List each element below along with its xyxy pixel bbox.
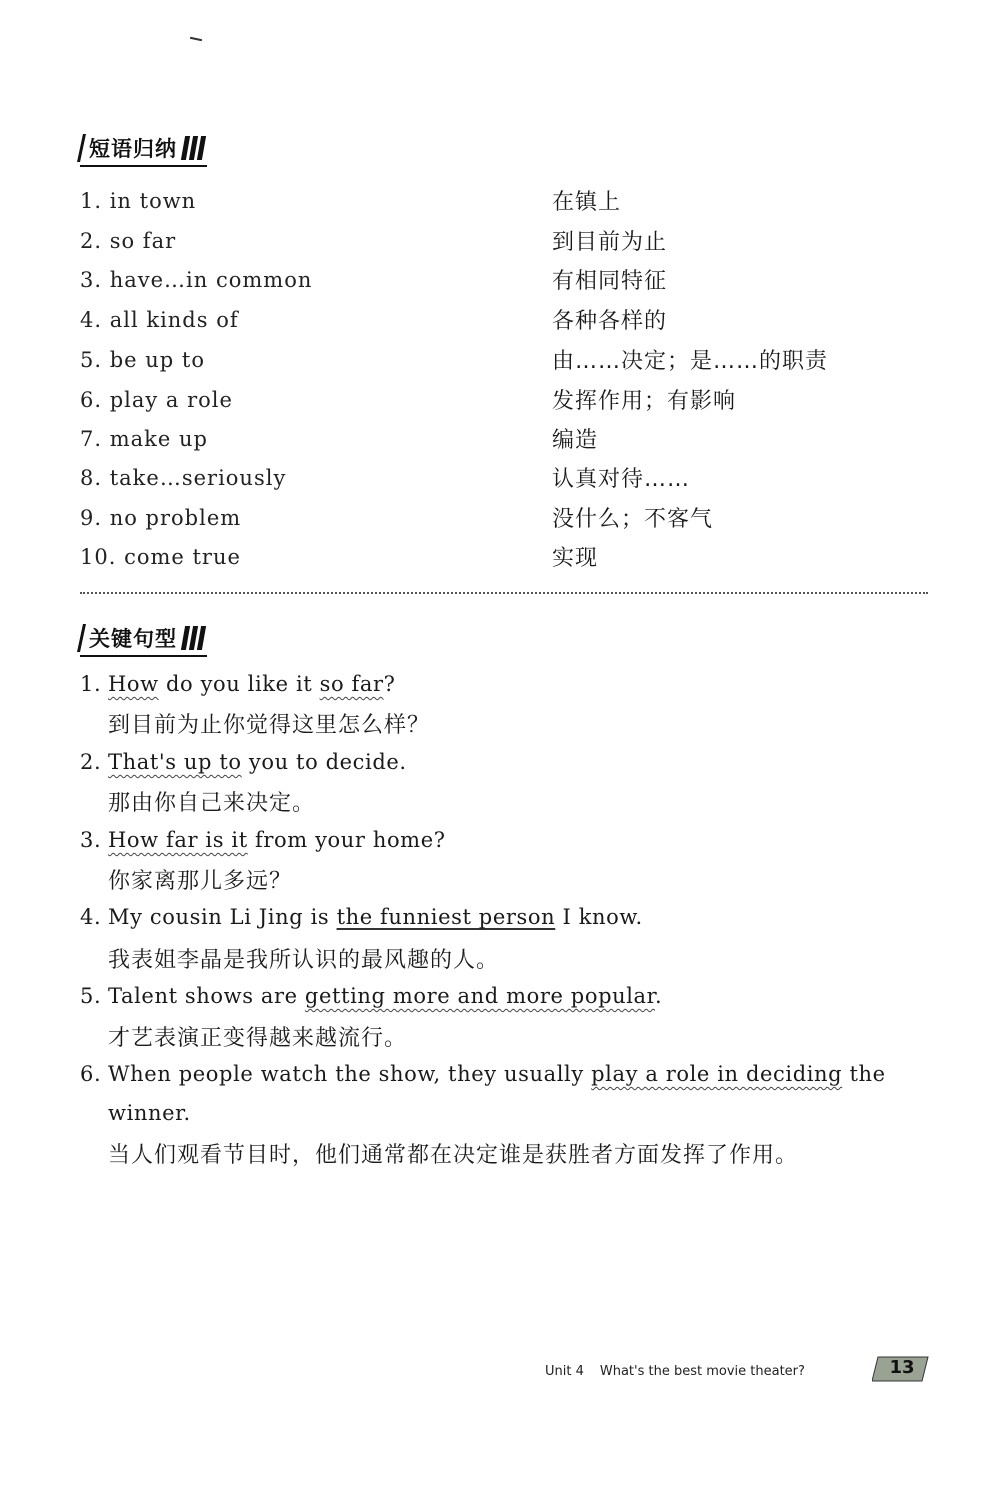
sentence-english — [80, 672, 940, 696]
sentence-chinese: 我表姐李晶是我所认识的最风趣的人。 — [108, 948, 500, 973]
phrase-chinese: 没什么；不客气 — [552, 507, 714, 532]
section-header-phrases — [80, 132, 207, 164]
phrase-english: 6. play a role — [80, 388, 233, 412]
phrase-chinese: 认真对待…… — [552, 467, 691, 492]
sentence-text: the — [842, 1062, 886, 1086]
phrase-row — [80, 427, 880, 467]
phrase-chinese: 在镇上 — [552, 190, 622, 215]
header-stripes — [183, 136, 207, 160]
sentence-chinese: 那由你自己来决定。 — [108, 791, 316, 816]
page-number: 13 — [889, 1357, 915, 1378]
phrase-chinese: 实现 — [552, 546, 599, 571]
sentence-text: do you like it — [158, 672, 320, 696]
sentence-number: 6. — [80, 1062, 102, 1086]
sentence-text: from your home? — [247, 828, 446, 852]
sentence-english — [80, 828, 940, 852]
phrase-english: 1. in town — [80, 189, 197, 213]
key-phrase: so far — [319, 672, 384, 696]
sentence-text: Talent shows are — [108, 984, 305, 1008]
key-phrase: That's up to — [108, 750, 242, 774]
sentence-chinese: 当人们观看节目时，他们通常都在决定谁是获胜者方面发挥了作用。 — [108, 1143, 799, 1168]
phrase-english: 10. come true — [80, 545, 241, 569]
phrase-chinese: 各种各样的 — [552, 309, 668, 334]
key-phrase: getting more and more popular — [304, 984, 656, 1008]
phrase-english: 5. be up to — [80, 348, 205, 372]
phrase-chinese: 编造 — [552, 428, 599, 453]
stray-mark — [190, 37, 202, 41]
sentence-continuation — [80, 1101, 940, 1125]
sentence-english — [80, 905, 940, 929]
sentence-text: you to decide. — [241, 750, 407, 774]
phrase-row — [80, 229, 880, 269]
phrase-english: 8. take…seriously — [80, 466, 287, 490]
sentence-english — [80, 750, 940, 774]
sentence-text: ? — [383, 672, 396, 696]
phrase-chinese: 到目前为止 — [552, 230, 668, 255]
section-header-sentences — [80, 622, 207, 654]
sentence-chinese: 才艺表演正变得越来越流行。 — [108, 1026, 408, 1051]
sentence-number: 5. — [80, 984, 102, 1008]
sentence-text: When people watch the show, they usually — [108, 1062, 592, 1086]
phrase-english: 3. have…in common — [80, 268, 313, 292]
key-phrase: How — [108, 672, 159, 696]
sentence-number: 1. — [80, 672, 102, 696]
phrase-english: 4. all kinds of — [80, 308, 239, 332]
key-phrase: How far is it — [108, 828, 248, 852]
sentence-text: winner. — [108, 1101, 191, 1125]
section-title-sentences: 关键句型 — [89, 627, 177, 651]
key-phrase: play a role in deciding — [591, 1062, 843, 1086]
sentence-english — [80, 1062, 940, 1086]
header-left-bar — [77, 134, 86, 162]
phrase-row — [80, 348, 880, 388]
phrase-row — [80, 308, 880, 348]
header-underline — [80, 655, 207, 657]
sentence-number: 3. — [80, 828, 102, 852]
phrase-chinese: 由……决定；是……的职责 — [552, 349, 829, 374]
page-footer — [545, 1364, 805, 1379]
sentence-chinese: 你家离那儿多远？ — [108, 869, 293, 894]
section-title-phrases: 短语归纳 — [89, 137, 177, 161]
page-number-badge — [872, 1353, 932, 1383]
phrase-english: 2. so far — [80, 229, 177, 253]
sentence-text: My cousin Li Jing is — [108, 905, 337, 929]
phrase-row — [80, 506, 880, 546]
sentence-text: I know. — [555, 905, 643, 929]
phrase-row — [80, 268, 880, 308]
sentence-chinese: 到目前为止你觉得这里怎么样？ — [108, 713, 431, 738]
phrase-row — [80, 545, 880, 585]
header-stripes — [183, 626, 207, 650]
header-underline — [80, 165, 207, 167]
phrase-english: 9. no problem — [80, 506, 242, 530]
phrase-english: 7. make up — [80, 427, 208, 451]
unit-label: Unit 4 — [545, 1364, 584, 1379]
phrase-chinese: 发挥作用；有影响 — [552, 389, 737, 414]
dotted-divider — [80, 592, 928, 594]
sentence-number: 2. — [80, 750, 102, 774]
unit-title: What's the best movie theater? — [599, 1364, 805, 1379]
header-left-bar — [77, 624, 86, 652]
key-phrase: the funniest person — [336, 905, 556, 929]
sentence-english — [80, 984, 940, 1008]
sentence-text: . — [655, 984, 663, 1008]
phrase-row — [80, 466, 880, 506]
phrase-chinese: 有相同特征 — [552, 269, 668, 294]
phrase-row — [80, 189, 880, 229]
sentence-number: 4. — [80, 905, 102, 929]
phrase-row — [80, 388, 880, 428]
